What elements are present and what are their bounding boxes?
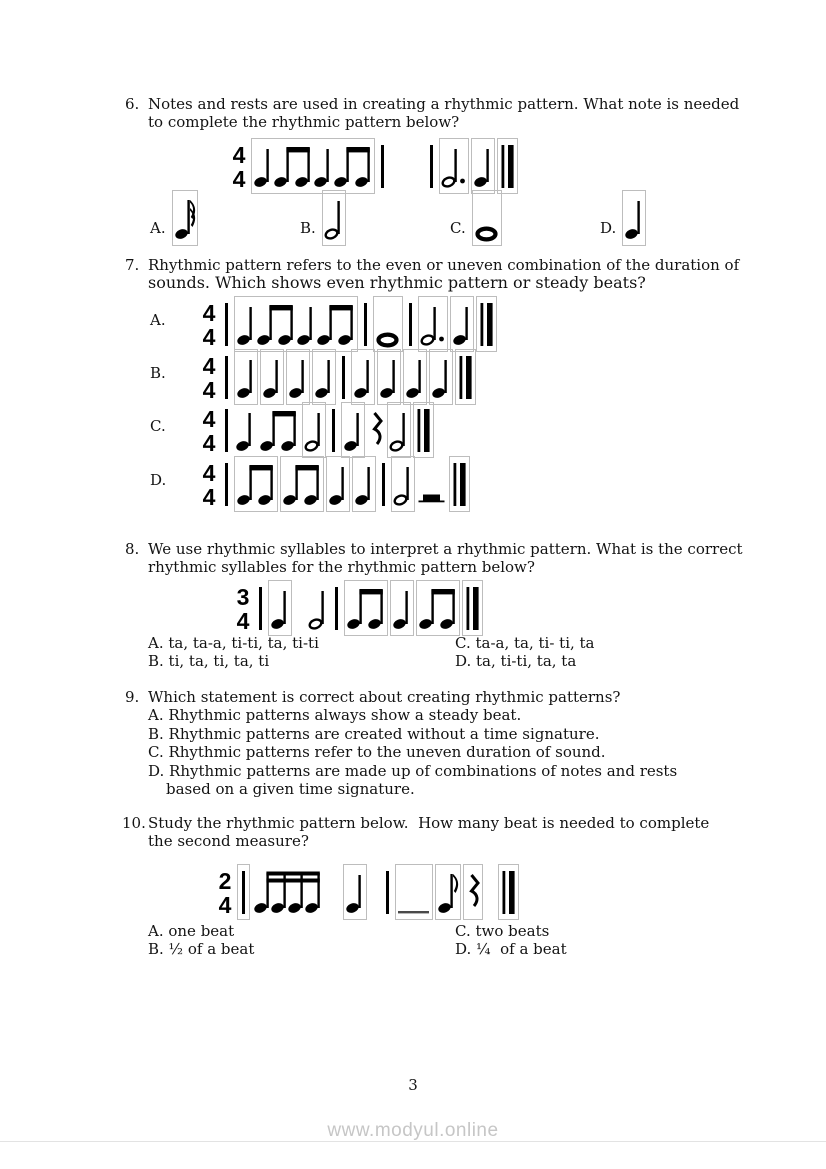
quarter-note-icon bbox=[235, 402, 255, 458]
option-note bbox=[321, 190, 347, 246]
notation-segment bbox=[360, 297, 371, 351]
question-7-number: 7. bbox=[125, 256, 140, 274]
eighth-note-pair-icon bbox=[236, 456, 276, 512]
notation-segment bbox=[344, 580, 388, 636]
final-barline-icon bbox=[499, 138, 516, 194]
notation-segment bbox=[450, 296, 474, 352]
notation-segment bbox=[258, 403, 300, 457]
notation-segment bbox=[352, 456, 376, 512]
svg-text:4: 4 bbox=[202, 353, 216, 379]
notation-segment bbox=[498, 864, 519, 920]
question-9 bbox=[125, 688, 775, 798]
final-barline-icon bbox=[451, 456, 468, 512]
notation-segment bbox=[294, 581, 305, 635]
question-10-option-d: D. ¼ of a beat bbox=[455, 940, 567, 959]
notation-segment bbox=[377, 139, 388, 193]
barline-icon bbox=[222, 402, 231, 458]
final-barline-icon bbox=[478, 296, 495, 352]
question-6-option-d bbox=[600, 190, 647, 246]
final-barline-icon bbox=[500, 864, 517, 920]
notation-segment bbox=[377, 349, 401, 405]
option-label: A. bbox=[150, 219, 166, 237]
quarter-note-icon bbox=[262, 349, 282, 405]
question-6-number: 6. bbox=[125, 95, 140, 113]
half-note-icon bbox=[389, 402, 409, 458]
notation-segment bbox=[237, 864, 250, 920]
eighth-note-pair-icon bbox=[256, 296, 296, 352]
notation-segment bbox=[378, 457, 389, 511]
option-note bbox=[471, 190, 503, 246]
option-label: C. bbox=[450, 219, 466, 237]
notation-segment bbox=[280, 456, 324, 512]
question-7-option-d-label: D. bbox=[150, 471, 167, 489]
question-8 bbox=[125, 540, 770, 577]
notation-segment bbox=[221, 403, 232, 457]
eighth-note-pair-icon bbox=[259, 402, 299, 458]
notation-segment bbox=[326, 456, 350, 512]
barline-icon bbox=[383, 864, 392, 920]
notation-segment bbox=[234, 349, 258, 405]
question-8-number: 8. bbox=[125, 540, 140, 558]
question-7-option-b-label: B. bbox=[150, 364, 166, 382]
svg-text:4: 4 bbox=[202, 377, 216, 403]
notation-segment bbox=[233, 581, 253, 635]
barline-icon bbox=[222, 349, 231, 405]
question-6-line-1: Notes and rests are used in creating a rhythmic pattern. What note is needed bbox=[148, 95, 740, 113]
dotted-half-note-icon bbox=[441, 138, 467, 194]
svg-text:4: 4 bbox=[218, 892, 232, 918]
question-8-rhythm-pattern bbox=[232, 580, 484, 636]
svg-text:2: 2 bbox=[218, 868, 232, 894]
question-6-options bbox=[0, 190, 826, 248]
question-10-line-1: Study the rhythmic pattern below. How many beat is needed to complete bbox=[148, 814, 710, 832]
notation-segment bbox=[485, 865, 496, 919]
half-note-icon bbox=[393, 456, 413, 512]
notation-segment bbox=[390, 139, 424, 193]
notation-segment bbox=[390, 580, 414, 636]
notation-segment bbox=[221, 297, 232, 351]
notation-segment bbox=[322, 190, 346, 246]
svg-text:4: 4 bbox=[202, 430, 216, 456]
option-note bbox=[171, 190, 199, 246]
notation-segment bbox=[373, 296, 403, 352]
barline-icon bbox=[361, 296, 370, 352]
option-label: D. bbox=[600, 219, 617, 237]
eighth-note-icon bbox=[437, 864, 459, 920]
question-6-option-b bbox=[300, 190, 347, 246]
page-edge-line bbox=[0, 1141, 826, 1142]
svg-text:4: 4 bbox=[236, 608, 250, 634]
svg-text:4: 4 bbox=[232, 166, 246, 192]
notation-segment bbox=[343, 864, 367, 920]
barline-icon bbox=[379, 456, 388, 512]
notation-segment bbox=[172, 190, 198, 246]
dotted-half-note-icon bbox=[420, 296, 446, 352]
notation-segment bbox=[418, 296, 448, 352]
question-7-line-2: sounds. Which shows even rhythmic pattern or steady beats? bbox=[148, 273, 646, 293]
notation-segment bbox=[497, 138, 518, 194]
notation-segment bbox=[234, 296, 358, 352]
notation-segment bbox=[455, 349, 476, 405]
time-signature-4-4-icon bbox=[200, 296, 218, 352]
notation-segment bbox=[416, 580, 460, 636]
notation-segment bbox=[312, 349, 336, 405]
space-icon bbox=[486, 864, 495, 920]
notation-segment bbox=[307, 581, 329, 635]
quarter-note-icon bbox=[314, 349, 334, 405]
question-6-option-a bbox=[150, 190, 199, 246]
question-6-option-c bbox=[450, 190, 503, 246]
quarter-note-icon bbox=[624, 190, 644, 246]
question-8-option-c: C. ta-a, ta, ti- ti, ta bbox=[455, 634, 595, 652]
quarter-note-icon bbox=[270, 580, 290, 636]
sixteenth-note-icon bbox=[174, 190, 196, 246]
eighth-note-pair-icon bbox=[346, 580, 386, 636]
question-10-text bbox=[148, 814, 772, 851]
space-icon bbox=[370, 864, 379, 920]
question-10-options-right bbox=[455, 922, 567, 959]
svg-text:4: 4 bbox=[202, 324, 216, 350]
half-rest-icon bbox=[418, 456, 446, 512]
svg-text:4: 4 bbox=[202, 460, 216, 486]
svg-text:4: 4 bbox=[202, 300, 216, 326]
final-barline-icon bbox=[464, 580, 481, 636]
barline-icon bbox=[256, 580, 265, 636]
question-6-rhythm-pattern bbox=[228, 138, 519, 194]
notation-segment bbox=[252, 865, 328, 919]
question-6-line-2: to complete the rhythmic pattern below? bbox=[148, 113, 460, 132]
option-label: B. bbox=[300, 219, 316, 237]
question-8-option-a: A. ta, ta-a, ti-ti, ta, ti-ti bbox=[148, 634, 319, 652]
quarter-note-icon bbox=[353, 349, 373, 405]
notation-segment bbox=[429, 349, 453, 405]
quarter-note-icon bbox=[296, 296, 316, 352]
question-9-option-b: B. Rhythmic patterns are created without a time signature. bbox=[148, 724, 600, 743]
notation-segment bbox=[391, 456, 415, 512]
question-10-option-a: A. one beat bbox=[148, 922, 235, 940]
notation-segment bbox=[260, 349, 284, 405]
notation-segment bbox=[449, 456, 470, 512]
notation-segment bbox=[395, 864, 433, 920]
question-8-options-right bbox=[455, 634, 595, 671]
svg-text:4: 4 bbox=[202, 484, 216, 510]
notation-segment bbox=[426, 139, 437, 193]
notation-segment bbox=[199, 297, 219, 351]
question-7-text bbox=[148, 256, 770, 293]
notation-segment bbox=[471, 138, 495, 194]
half-note-icon bbox=[304, 402, 324, 458]
svg-text:4: 4 bbox=[202, 406, 216, 432]
quarter-note-icon bbox=[392, 580, 412, 636]
quarter-note-icon bbox=[452, 296, 472, 352]
notation-segment bbox=[221, 457, 232, 511]
question-6-text bbox=[148, 95, 770, 132]
question-7-option-c-pattern bbox=[198, 402, 435, 458]
notation-segment bbox=[417, 457, 447, 511]
notation-segment bbox=[234, 456, 278, 512]
quarter-note-icon bbox=[253, 138, 273, 194]
eighth-note-pair-icon bbox=[333, 138, 373, 194]
svg-text:4: 4 bbox=[232, 142, 246, 168]
notation-segment bbox=[341, 402, 365, 458]
notation-segment bbox=[382, 865, 393, 919]
question-9-option-c: C. Rhythmic patterns refer to the uneven duration of sound. bbox=[148, 743, 606, 762]
quarter-note-icon bbox=[236, 349, 256, 405]
question-7-option-a-pattern bbox=[198, 296, 498, 352]
notation-segment bbox=[435, 864, 461, 920]
final-barline-icon bbox=[457, 349, 474, 405]
notation-segment bbox=[330, 865, 341, 919]
notation-segment bbox=[367, 403, 385, 457]
notation-segment bbox=[234, 403, 256, 457]
notation-segment bbox=[351, 349, 375, 405]
quarter-note-icon bbox=[354, 456, 374, 512]
whole-note-icon bbox=[375, 296, 401, 352]
quarter-note-icon bbox=[431, 349, 451, 405]
time-signature-4-4-icon bbox=[230, 138, 248, 194]
question-7-option-d-pattern bbox=[198, 456, 471, 512]
quarter-note-icon bbox=[343, 402, 363, 458]
notation-segment bbox=[338, 350, 349, 404]
notation-segment bbox=[405, 297, 416, 351]
notation-segment bbox=[331, 581, 342, 635]
sixteenth-note-group-icon bbox=[253, 864, 327, 920]
barline-icon bbox=[406, 296, 415, 352]
barline-icon bbox=[329, 402, 338, 458]
watermark: www.modyul.online bbox=[327, 1120, 499, 1141]
notation-segment bbox=[302, 402, 326, 458]
eighth-note-pair-icon bbox=[282, 456, 322, 512]
notation-segment bbox=[268, 580, 292, 636]
quarter-note-icon bbox=[236, 296, 256, 352]
question-6 bbox=[125, 95, 770, 132]
notation-segment bbox=[403, 349, 427, 405]
space-icon bbox=[295, 580, 304, 636]
notation-segment bbox=[255, 581, 266, 635]
notation-segment bbox=[328, 403, 339, 457]
question-8-line-1: We use rhythmic syllables to interpret a rhythmic pattern. What is the correct bbox=[148, 540, 743, 558]
notation-segment bbox=[199, 350, 219, 404]
time-signature-3-4-icon bbox=[234, 580, 252, 636]
question-9-option-d-continued: based on a given time signature. bbox=[166, 780, 415, 799]
notation-segment bbox=[413, 402, 434, 458]
quarter-note-icon bbox=[379, 349, 399, 405]
blank-line-icon bbox=[397, 864, 431, 920]
barline-icon bbox=[222, 456, 231, 512]
notation-segment bbox=[463, 864, 483, 920]
question-10-option-b: B. ½ of a beat bbox=[148, 940, 255, 959]
question-7 bbox=[125, 256, 770, 293]
barline-icon bbox=[339, 349, 348, 405]
notation-segment bbox=[221, 350, 232, 404]
notation-segment bbox=[439, 138, 469, 194]
question-8-option-b: B. ti, ta, ti, ta, ti bbox=[148, 652, 270, 671]
whole-note-icon bbox=[474, 190, 500, 246]
notation-segment bbox=[199, 403, 219, 457]
question-10-options-left bbox=[148, 922, 254, 959]
question-8-text bbox=[148, 540, 770, 577]
notation-segment bbox=[251, 138, 375, 194]
final-barline-icon bbox=[415, 402, 432, 458]
time-signature-4-4-icon bbox=[200, 402, 218, 458]
quarter-note-icon bbox=[405, 349, 425, 405]
half-note-icon bbox=[308, 580, 328, 636]
quarter-note-icon bbox=[473, 138, 493, 194]
question-8-options-left bbox=[148, 634, 319, 671]
barline-icon bbox=[222, 296, 231, 352]
question-8-option-d: D. ta, ti-ti, ta, ta bbox=[455, 652, 577, 671]
notation-segment bbox=[229, 139, 249, 193]
barline-icon bbox=[427, 138, 436, 194]
notation-segment bbox=[472, 190, 502, 246]
quarter-note-icon bbox=[313, 138, 333, 194]
half-note-icon bbox=[324, 190, 344, 246]
time-signature-4-4-icon bbox=[200, 456, 218, 512]
notation-segment bbox=[369, 865, 380, 919]
question-7-option-a-label: A. bbox=[150, 311, 166, 329]
eighth-note-pair-icon bbox=[418, 580, 458, 636]
question-10-line-2: the second measure? bbox=[148, 832, 309, 851]
barline-icon bbox=[378, 138, 387, 194]
option-note bbox=[621, 190, 647, 246]
question-7-option-c-label: C. bbox=[150, 417, 166, 435]
page-number: 3 bbox=[408, 1076, 418, 1094]
notation-segment bbox=[199, 457, 219, 511]
question-10-option-c: C. two beats bbox=[455, 922, 550, 940]
notation-segment bbox=[387, 402, 411, 458]
question-9-text: Which statement is correct about creating rhythmic patterns? bbox=[148, 688, 621, 706]
question-10-number: 10. bbox=[122, 814, 146, 832]
quarter-note-icon bbox=[328, 456, 348, 512]
question-9-option-d: D. Rhythmic patterns are made up of combinations of notes and rests bbox=[148, 761, 678, 780]
time-signature-2-4-icon bbox=[216, 864, 234, 920]
notation-segment bbox=[622, 190, 646, 246]
question-10 bbox=[122, 814, 772, 851]
question-7-line-1: Rhythmic pattern refers to the even or uneven combination of the duration of bbox=[148, 256, 740, 274]
blank-space-icon bbox=[391, 138, 423, 194]
svg-text:3: 3 bbox=[236, 584, 250, 610]
quarter-rest-icon bbox=[465, 864, 481, 920]
quarter-note-icon bbox=[345, 864, 365, 920]
quarter-note-icon bbox=[288, 349, 308, 405]
notation-segment bbox=[286, 349, 310, 405]
eighth-note-pair-icon bbox=[273, 138, 313, 194]
question-9-number: 9. bbox=[125, 688, 140, 706]
question-7-option-b-pattern bbox=[198, 349, 477, 405]
time-signature-4-4-icon bbox=[200, 349, 218, 405]
notation-segment bbox=[462, 580, 483, 636]
quarter-rest-icon bbox=[368, 402, 384, 458]
barline-icon bbox=[239, 864, 248, 920]
eighth-note-pair-icon bbox=[316, 296, 356, 352]
notation-segment bbox=[476, 296, 497, 352]
barline-icon bbox=[332, 580, 341, 636]
space-icon bbox=[331, 864, 340, 920]
question-9-option-a: A. Rhythmic patterns always show a steady beat. bbox=[148, 706, 522, 725]
notation-segment bbox=[215, 865, 235, 919]
question-10-rhythm-pattern bbox=[214, 864, 520, 920]
question-8-line-2: rhythmic syllables for the rhythmic pattern below? bbox=[148, 558, 535, 577]
